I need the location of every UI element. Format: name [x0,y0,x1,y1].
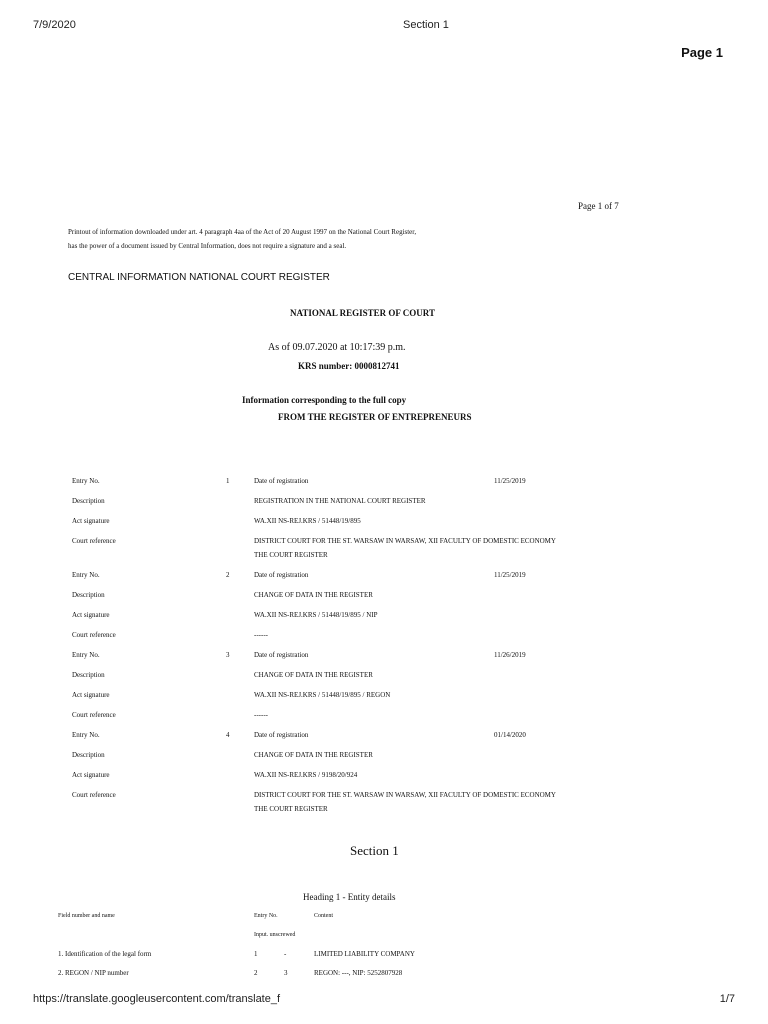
entry-row [0,806,768,820]
signature-label: Act signature [72,771,110,779]
entry-date: 11/25/2019 [494,477,526,485]
entry-no-label: Entry No. [72,651,100,659]
entry-court-line-1: DISTRICT COURT FOR THE ST. WARSAW IN WARSAW, XII FACULTY OF DOMESTIC ECONOMY [254,537,556,545]
col-content-header: Content [314,913,333,919]
print-date: 7/9/2020 [33,19,76,31]
signature-label: Act signature [72,517,110,525]
entry-court-line-1: ------ [254,711,268,719]
as-of-date: As of 09.07.2020 at 10:17:39 p.m. [268,342,406,353]
entry-description: CHANGE OF DATA IN THE REGISTER [254,671,373,679]
field-entry: 1 [254,950,258,958]
court-reference-label: Court reference [72,711,116,719]
entry-court-line-1: ------ [254,631,268,639]
entry-row [0,672,768,686]
col-entry-header: Entry No. [254,913,278,919]
section-title: Section 1 [350,843,399,858]
entry-row [0,712,768,726]
page-label: Page 1 [681,45,723,60]
info-corresponding: Information corresponding to the full copy [242,395,407,405]
entry-date: 11/26/2019 [494,651,526,659]
field-content: REGON: ---, NIP: 5252807928 [314,969,403,977]
entry-court-line-2: THE COURT REGISTER [254,551,328,559]
field-name: 1. Identification of the legal form [58,950,152,958]
field-entry: 2 [254,969,258,977]
col-field-header: Field number and name [58,913,115,919]
central-info: CENTRAL INFORMATION NATIONAL COURT REGISTER [68,272,330,283]
krs-number: KRS number: 0000812741 [298,361,400,371]
input-unscrewed-label: Input. unscrewed [254,932,296,938]
printout-line-1: Printout of information downloaded under art. 4 paragraph 4aa of the Act of 20 August 1997 on the National Court Register, [68,228,417,236]
entry-no: 3 [226,651,230,659]
table-row [0,951,768,965]
description-label: Description [72,497,105,505]
entry-date: 01/14/2020 [494,731,526,739]
entry-description: CHANGE OF DATA IN THE REGISTER [254,751,373,759]
field-name: 2. REGON / NIP number [58,969,129,977]
court-reference-label: Court reference [72,537,116,545]
entry-row [0,692,768,706]
description-label: Description [72,671,105,679]
section-table-header [0,913,768,927]
entry-row [0,792,768,806]
entry-no: 4 [226,731,230,739]
entry-row [0,478,768,492]
entry-no: 1 [226,477,230,485]
page-of: Page 1 of 7 [578,201,619,211]
entry-row [0,518,768,532]
section-table-subheader [0,932,768,946]
entry-signature: WA.XII NS-REJ.KRS / 51448/19/895 / NIP [254,611,378,619]
table-row [0,970,768,984]
signature-label: Act signature [72,611,110,619]
entry-row [0,572,768,586]
printout-line-2: has the power of a document issued by Central Information, does not require a signature and a seal. [68,242,347,250]
entry-no: 2 [226,571,230,579]
entry-row [0,592,768,606]
entry-row [0,612,768,626]
national-register-title: NATIONAL REGISTER OF COURT [290,308,435,318]
section-heading: Heading 1 - Entity details [303,892,396,902]
date-label: Date of registration [254,651,309,659]
description-label: Description [72,591,105,599]
date-label: Date of registration [254,731,309,739]
entry-row [0,652,768,666]
description-label: Description [72,751,105,759]
from-register: FROM THE REGISTER OF ENTREPRENEURS [278,412,472,422]
entry-row [0,538,768,552]
entry-row [0,632,768,646]
court-reference-label: Court reference [72,791,116,799]
entry-signature: WA.XII NS-REJ.KRS / 51448/19/895 [254,517,361,525]
date-label: Date of registration [254,571,309,579]
entry-no-label: Entry No. [72,477,100,485]
signature-label: Act signature [72,691,110,699]
print-url: https://translate.googleusercontent.com/translate_f [33,993,281,1005]
entry-signature: WA.XII NS-REJ.KRS / 51448/19/895 / REGON [254,691,391,699]
entry-row [0,772,768,786]
entry-date: 11/25/2019 [494,571,526,579]
entry-signature: WA.XII NS-REJ.KRS / 9198/20/924 [254,771,358,779]
print-page-count: 1/7 [719,993,735,1005]
entry-row [0,752,768,766]
entry-court-line-2: THE COURT REGISTER [254,805,328,813]
print-title: Section 1 [403,19,449,31]
entry-no-label: Entry No. [72,731,100,739]
entry-description: CHANGE OF DATA IN THE REGISTER [254,591,373,599]
field-content: LIMITED LIABILITY COMPANY [314,950,415,958]
entry-row [0,552,768,566]
entry-row [0,732,768,746]
date-label: Date of registration [254,477,309,485]
entry-no-label: Entry No. [72,571,100,579]
entry-row [0,498,768,512]
field-mid: 3 [284,969,288,977]
entry-description: REGISTRATION IN THE NATIONAL COURT REGISTER [254,497,426,505]
entry-court-line-1: DISTRICT COURT FOR THE ST. WARSAW IN WARSAW, XII FACULTY OF DOMESTIC ECONOMY [254,791,556,799]
field-mid: - [284,950,287,958]
court-reference-label: Court reference [72,631,116,639]
